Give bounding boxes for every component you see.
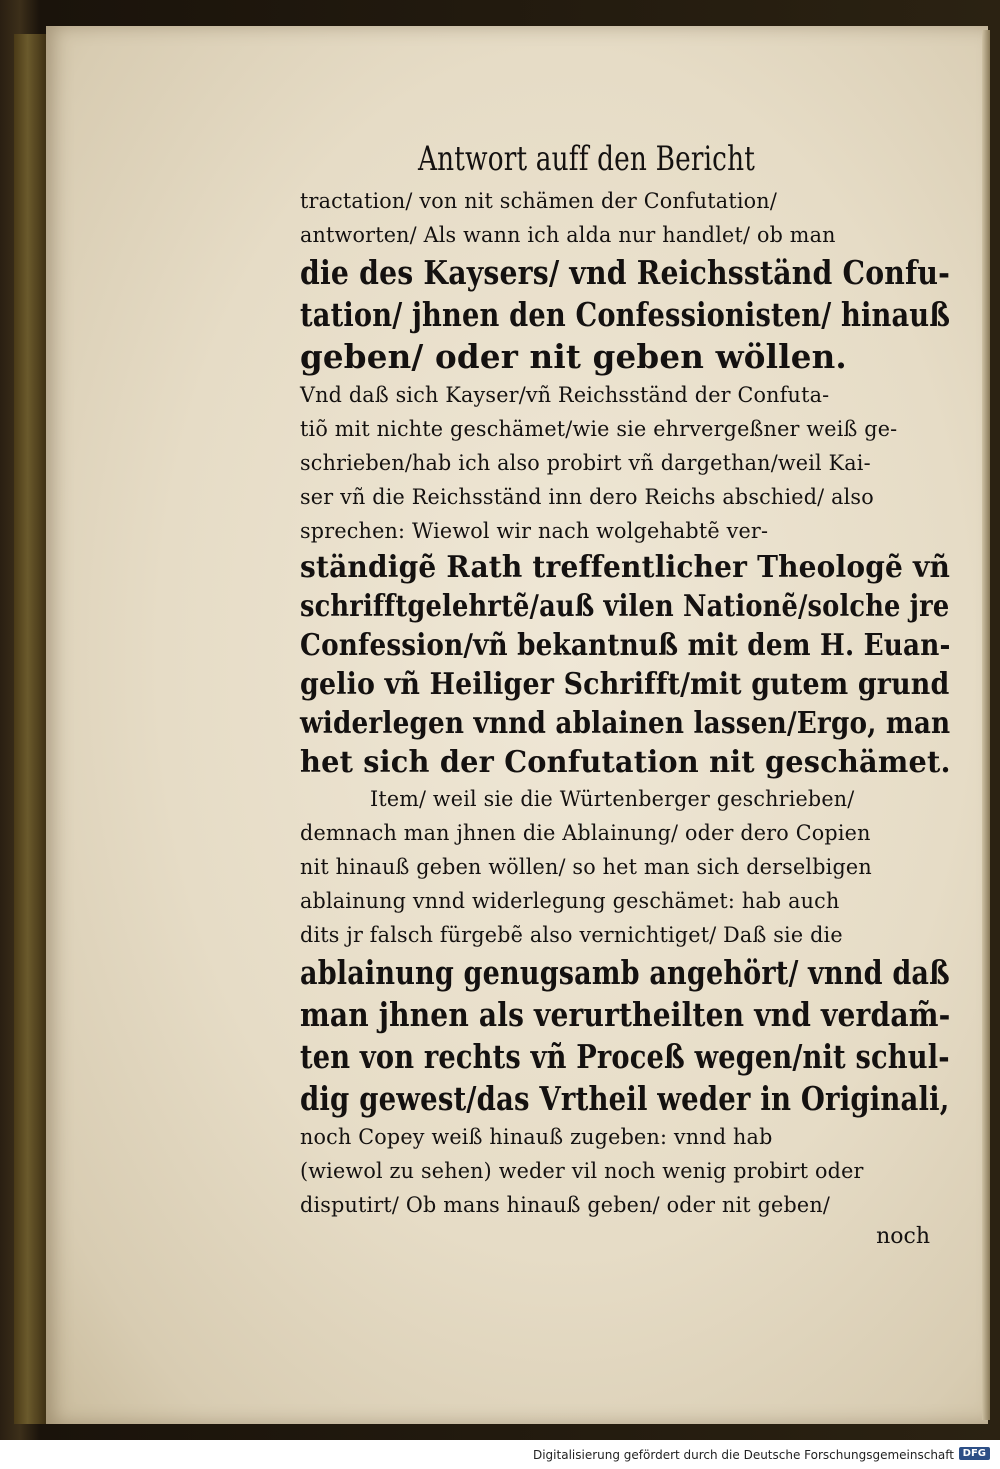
text-line: gelio vñ Heiliger Schrifft/mit gutem grund	[300, 667, 950, 702]
text-line: het sich der Confutation nit geschämet.	[300, 745, 951, 780]
text-line: disputirt/ Ob mans hinauß geben/ oder nit geben/	[300, 1193, 831, 1217]
text-line: schrieben/hab ich also probirt vñ dargethan/weil Kai-	[300, 451, 871, 475]
dfg-logo: DFG	[959, 1447, 990, 1460]
text-line: tation/ jhnen den Confessionisten/ hinauß	[300, 295, 951, 334]
catchword: noch	[876, 1224, 930, 1249]
text-line: sprechen: Wiewol wir nach wolgehabtẽ ver-	[300, 519, 769, 543]
book-spine	[14, 34, 48, 1424]
footer-credit: Digitalisierung gefördert durch die Deutsche Forschungsgemeinschaft	[532, 1448, 954, 1462]
text-line: ser vñ die Reichsständ inn dero Reichs abschied/ also	[300, 485, 874, 509]
text-line: die des Kaysers/ vnd Reichsständ Confu-	[300, 253, 951, 292]
text-line: dig gewest/das Vrtheil weder in Originali,	[300, 1079, 950, 1118]
text-line: Confession/vñ bekantnuß mit dem H. Euan-	[300, 628, 951, 663]
page-edge	[982, 30, 990, 1420]
text-line: ablainung genugsamb angehört/ vnnd daß	[300, 953, 950, 992]
body-lines	[300, 184, 960, 1222]
text-line: widerlegen vnnd ablainen lassen/Ergo, man	[300, 706, 951, 741]
text-line: schrifftgelehrtẽ/auß vilen Nationẽ/solche jre	[300, 589, 950, 624]
text-line: noch Copey weiß hinauß zugeben: vnnd hab	[300, 1125, 773, 1149]
text-line: man jhnen als verurtheilten vnd verdam̃-	[300, 995, 951, 1034]
text-line: tractation/ von nit schämen der Confutation/	[300, 189, 778, 213]
text-line: ten von rechts vñ Proceß wegen/nit schul-	[300, 1037, 950, 1076]
text-line: demnach man jhnen die Ablainung/ oder dero Copien	[300, 821, 871, 845]
text-line: antworten/ Als wann ich alda nur handlet/ ob man	[300, 223, 836, 247]
text-line: ablainung vnnd widerlegung geschämet: hab auch	[300, 889, 840, 913]
text-line: dits jr falsch fürgebẽ also vernichtiget/ Daß sie die	[300, 923, 843, 947]
text-line: Vnd daß sich Kayser/vñ Reichsständ der Confuta-	[300, 383, 830, 407]
text-line: Item/ weil sie die Würtenberger geschrieben/	[370, 787, 855, 811]
text-line: (wiewol zu sehen) weder vil noch wenig probirt oder	[300, 1159, 864, 1183]
running-header: Antwort auff den Bericht	[418, 139, 755, 179]
text-line: ständigẽ Rath treffentlicher Theologẽ vñ	[300, 550, 951, 585]
text-line: geben/ oder nit geben wöllen.	[300, 337, 847, 376]
text-line: tiõ mit nichte geschämet/wie sie ehrvergeßner weiß ge-	[300, 417, 898, 441]
page-text	[300, 134, 960, 1252]
text-line: nit hinauß geben wöllen/ so het man sich derselbigen	[300, 855, 872, 879]
